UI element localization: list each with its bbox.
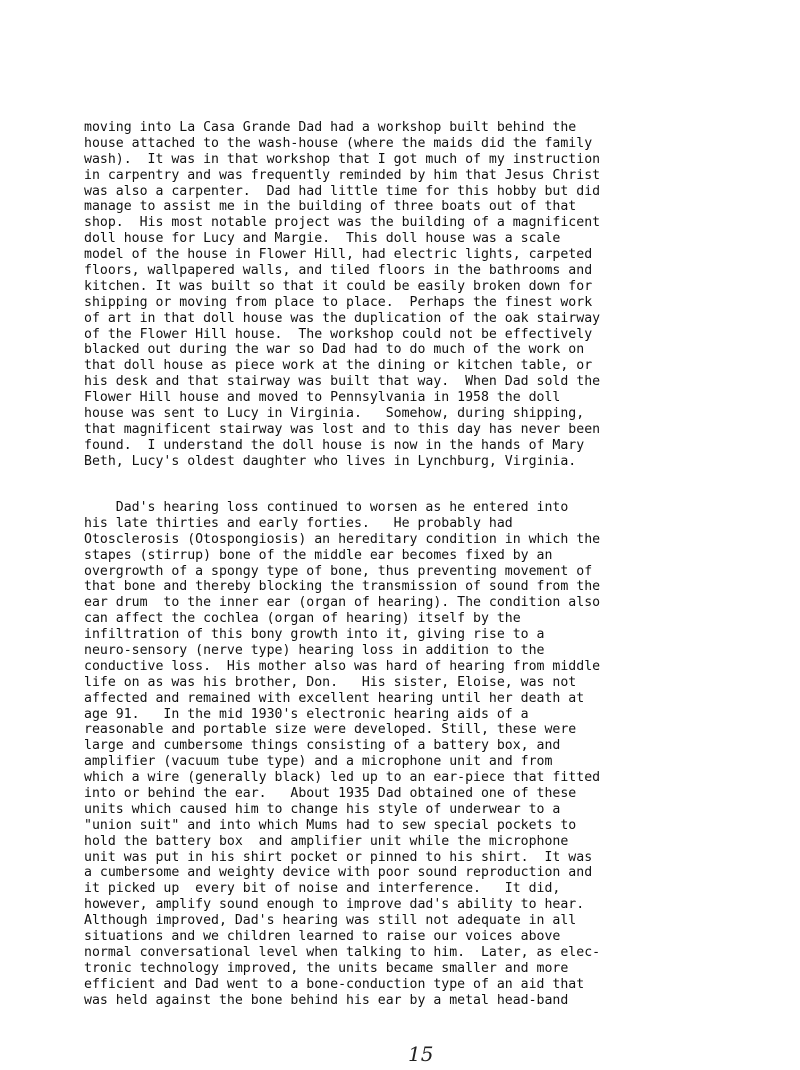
text-line: neuro-sensory (nerve type) hearing loss in addition to the xyxy=(84,643,545,659)
text-line: large and cumbersome things consisting of a battery box, and xyxy=(84,738,561,754)
text-line: wash). It was in that workshop that I got much of my instruction xyxy=(84,151,601,167)
text-line: his late thirties and early forties. He probably had xyxy=(84,515,513,531)
text-line: manage to assist me in the building of three boats out of that xyxy=(84,199,577,215)
text-line: age 91. In the mid 1930's electronic hearing aids of a xyxy=(84,706,529,722)
text-line: situations and we children learned to raise our voices above xyxy=(84,929,561,945)
text-line: floors, wallpapered walls, and tiled floors in the bathrooms and xyxy=(84,263,593,279)
text-line: life on as was his brother, Don. His sister, Eloise, was not xyxy=(84,674,577,690)
text-line: which a wire (generally black) led up to an ear-piece that fitted xyxy=(84,770,601,786)
text-line: infiltration of this bony growth into it, giving rise to a xyxy=(84,627,545,643)
text-line: that magnificent stairway was lost and to this day has never been xyxy=(84,421,601,437)
text-line: amplifier (vacuum tube type) and a microphone unit and from xyxy=(84,754,553,770)
text-line: a cumbersome and weighty device with poor sound reproduction and xyxy=(84,865,593,881)
text-line: units which caused him to change his style of underwear to a xyxy=(84,801,561,817)
text-line: into or behind the ear. About 1935 Dad obtained one of these xyxy=(84,786,577,802)
text-line: blacked out during the war so Dad had to do much of the work on xyxy=(84,342,585,358)
text-line: ear drum to the inner ear (organ of hearing). The condition also xyxy=(84,595,601,611)
text-line: tronic technology improved, the units became smaller and more xyxy=(84,960,569,976)
text-line: however, amplify sound enough to improve dad's ability to hear. xyxy=(84,897,585,913)
text-line: shop. His most notable project was the building of a magnificent xyxy=(84,215,601,231)
page-number: 15 xyxy=(408,1042,434,1066)
text-line: doll house for Lucy and Margie. This doll house was a scale xyxy=(84,231,561,247)
text-line: kitchen. It was built so that it could be easily broken down for xyxy=(84,278,593,294)
paragraph-hearing-loss xyxy=(84,500,744,1009)
text-line: shipping or moving from place to place. Perhaps the finest work xyxy=(84,294,593,310)
text-line: "union suit" and into which Mums had to sew special pockets to xyxy=(84,817,577,833)
text-line: Flower Hill house and moved to Pennsylvania in 1958 the doll xyxy=(84,390,561,406)
paragraph-doll-house xyxy=(84,120,744,470)
text-line: model of the house in Flower Hill, had electric lights, carpeted xyxy=(84,247,593,263)
text-line: stapes (stirrup) bone of the middle ear becomes fixed by an xyxy=(84,547,553,563)
text-line: overgrowth of a spongy type of bone, thus preventing movement of xyxy=(84,563,593,579)
text-line: Dad's hearing loss continued to worsen as he entered into xyxy=(84,500,569,515)
text-line: that doll house as piece work at the dining or kitchen table, or xyxy=(84,358,593,374)
text-line: Otosclerosis (Otospongiosis) an hereditary condition in which the xyxy=(84,531,601,547)
text-line: his desk and that stairway was built that way. When Dad sold the xyxy=(84,374,601,390)
text-line: was held against the bone behind his ear by a metal head-band xyxy=(84,992,569,1008)
text-line: house attached to the wash-house (where the maids did the family xyxy=(84,135,593,151)
text-line: in carpentry and was frequently reminded by him that Jesus Christ xyxy=(84,167,601,183)
text-line: of art in that doll house was the duplication of the oak stairway xyxy=(84,310,601,326)
text-line: it picked up every bit of noise and interference. It did, xyxy=(84,881,561,897)
text-line: moving into La Casa Grande Dad had a workshop built behind the xyxy=(84,120,577,135)
text-line: affected and remained with excellent hearing until her death at xyxy=(84,690,585,706)
text-line: efficient and Dad went to a bone-conduction type of an aid that xyxy=(84,976,585,992)
text-line: Beth, Lucy's oldest daughter who lives in Lynchburg, Virginia. xyxy=(84,453,577,469)
text-line: house was sent to Lucy in Virginia. Somehow, during shipping, xyxy=(84,406,585,422)
text-line: that bone and thereby blocking the transmission of sound from the xyxy=(84,579,601,595)
text-line: hold the battery box and amplifier unit while the microphone xyxy=(84,833,569,849)
text-line: Although improved, Dad's hearing was still not adequate in all xyxy=(84,913,577,929)
text-line: reasonable and portable size were developed. Still, these were xyxy=(84,722,577,738)
text-line: conductive loss. His mother also was hard of hearing from middle xyxy=(84,658,601,674)
text-line: normal conversational level when talking to him. Later, as elec- xyxy=(84,944,601,960)
text-line: found. I understand the doll house is now in the hands of Mary xyxy=(84,437,585,453)
text-line: of the Flower Hill house. The workshop could not be effectively xyxy=(84,326,593,342)
text-line: can affect the cochlea (organ of hearing) itself by the xyxy=(84,611,521,627)
text-line: unit was put in his shirt pocket or pinned to his shirt. It was xyxy=(84,849,593,865)
text-line: was also a carpenter. Dad had little time for this hobby but did xyxy=(84,183,601,199)
